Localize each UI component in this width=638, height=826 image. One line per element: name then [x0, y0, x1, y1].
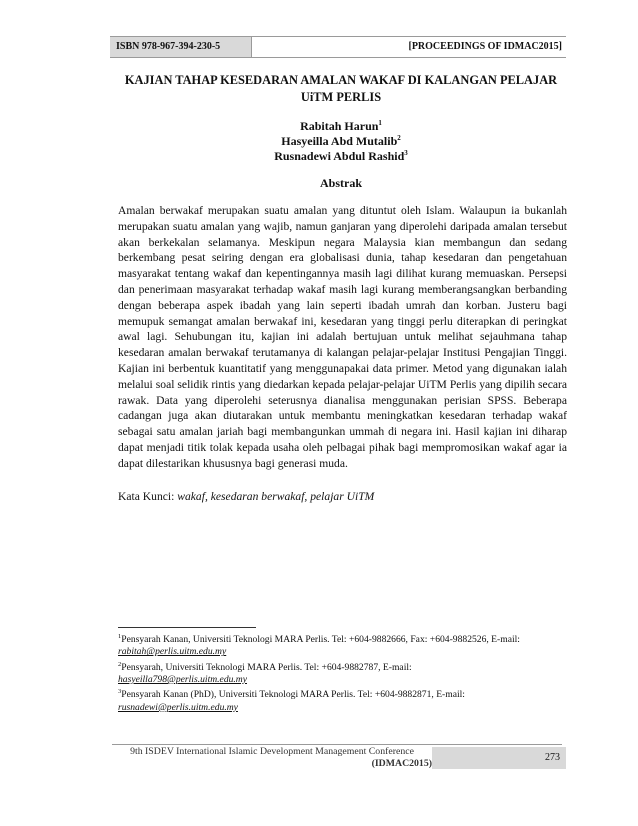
- page-number: 273: [432, 747, 566, 769]
- footnote-text: Pensyarah Kanan, Universiti Teknologi MARA Perlis. Tel: +604-9882666, Fax: +604-9882526, E-mail:: [121, 634, 520, 646]
- keywords-label: Kata Kunci:: [118, 490, 175, 503]
- footnote-text: Pensyarah Kanan (PhD), Universiti Teknologi MARA Perlis. Tel: +604-9882871, E-mail:: [121, 689, 465, 701]
- author-sup: 1: [378, 119, 382, 127]
- paper-title: [118, 72, 564, 106]
- footnote-email-link[interactable]: rabitah@perlis.uitm.edu.my: [118, 646, 227, 658]
- footnote-email-link[interactable]: rusnadewi@perlis.uitm.edu.my: [118, 701, 238, 713]
- footnotes: [118, 631, 568, 714]
- title-line-2: UiTM PERLIS: [300, 90, 382, 104]
- keywords-value: wakaf, kesedaran berwakaf, pelajar UiTM: [177, 490, 375, 503]
- proceedings-label: [PROCEEDINGS OF IDMAC2015]: [408, 41, 562, 52]
- footnote-email-link[interactable]: hasyeilla798@perlis.uitm.edu.my: [118, 673, 247, 685]
- footnote-1: [118, 631, 568, 659]
- footer-conference: [112, 746, 432, 770]
- footnote-sup: 1: [118, 633, 122, 640]
- page-header: [110, 36, 566, 58]
- footnote-divider: [118, 627, 256, 628]
- footnote-3: [118, 686, 568, 714]
- conference-abbr: (IDMAC2015): [371, 758, 432, 769]
- keywords: [118, 490, 374, 503]
- title-line-1: KAJIAN TAHAP KESEDARAN AMALAN WAKAF DI KALANGAN PELAJAR: [124, 73, 558, 87]
- author-name: Rusnadewi Abdul Rashid: [274, 149, 405, 163]
- author-3: [118, 146, 564, 164]
- author-name: Hasyeilla Abd Mutalib: [281, 134, 398, 148]
- conference-name: 9th ISDEV International Islamic Development Management Conference: [130, 746, 414, 757]
- author-sup: 2: [397, 134, 401, 142]
- abstract-heading: Abstrak: [319, 176, 362, 190]
- footnote-sup: 3: [118, 688, 122, 696]
- footnote-text: Pensyarah, Universiti Teknologi MARA Perlis. Tel: +604-9882787, E-mail:: [121, 661, 412, 673]
- isbn-label: ISBN 978-967-394-230-5: [110, 37, 252, 57]
- abstract-text: Amalan berwakaf merupakan suatu amalan yang dituntut oleh Islam. Walaupun ia bukanlah merupakan suatu amalan yang wajib, namun ganjaran yang diperolehi daripada amalan tersebut akan berkekalan selamanya. Meskipun negara Malaysia kian membangun dan sedang berkembang pesat seiring dengan era globalisasi dunia, tahap kesedaran dan pengetahuan masyarakat tentang wakaf dan kepentingannya masih lagi dilihat kurang memuaskan. Persepsi dan penerimaan masyarakat terhadap wakaf masih lagi kurang memberangsangkan berbanding dengan beberapa aspek ibadah yang lain seperti ibadah umrah dan korban. Justeru bagi memupuk semangat amalan berwakaf ini, kesedaran yang tinggi perlu diterapkan di peringkat awal lagi. Sehubungan itu, kajian ini adalah bertujuan untuk melihat sejauhmana tahap kesedaran amalan berwakaf terutamanya di kalangan pelajar-pelajar Institusi Pengajian Tinggi. Kajian ini berbentuk kuantitatif yang menggunapakai data primer. Metod yang digunakan ialah melalui soal selidik rintis yang diedarkan kepada pelajar-pelajar UiTM Perlis yang dipilih secara rawak. Data yang diperolehi seterusnya dianalisa menggunakan perisian SPSS. Beberapa cadangan juga akan diutarakan untuk membantu meningkatkan kesedaran terhadap wakaf sebagai satu amalan jariah bagi membangunkan ummah di negara ini. Hasil kajian ini diharap dapat menjadi titik tolak kepada usaha oleh pelbagai pihak bagi mempromosikan wakaf agar ia dapat dilestarikan khususnya bagi generasi muda.: [118, 204, 567, 470]
- author-name: Rabitah Harun: [300, 119, 379, 133]
- footer-divider: [112, 744, 562, 745]
- footnote-2: [118, 659, 568, 687]
- author-sup: 3: [404, 149, 408, 157]
- footnote-sup: 2: [118, 660, 122, 668]
